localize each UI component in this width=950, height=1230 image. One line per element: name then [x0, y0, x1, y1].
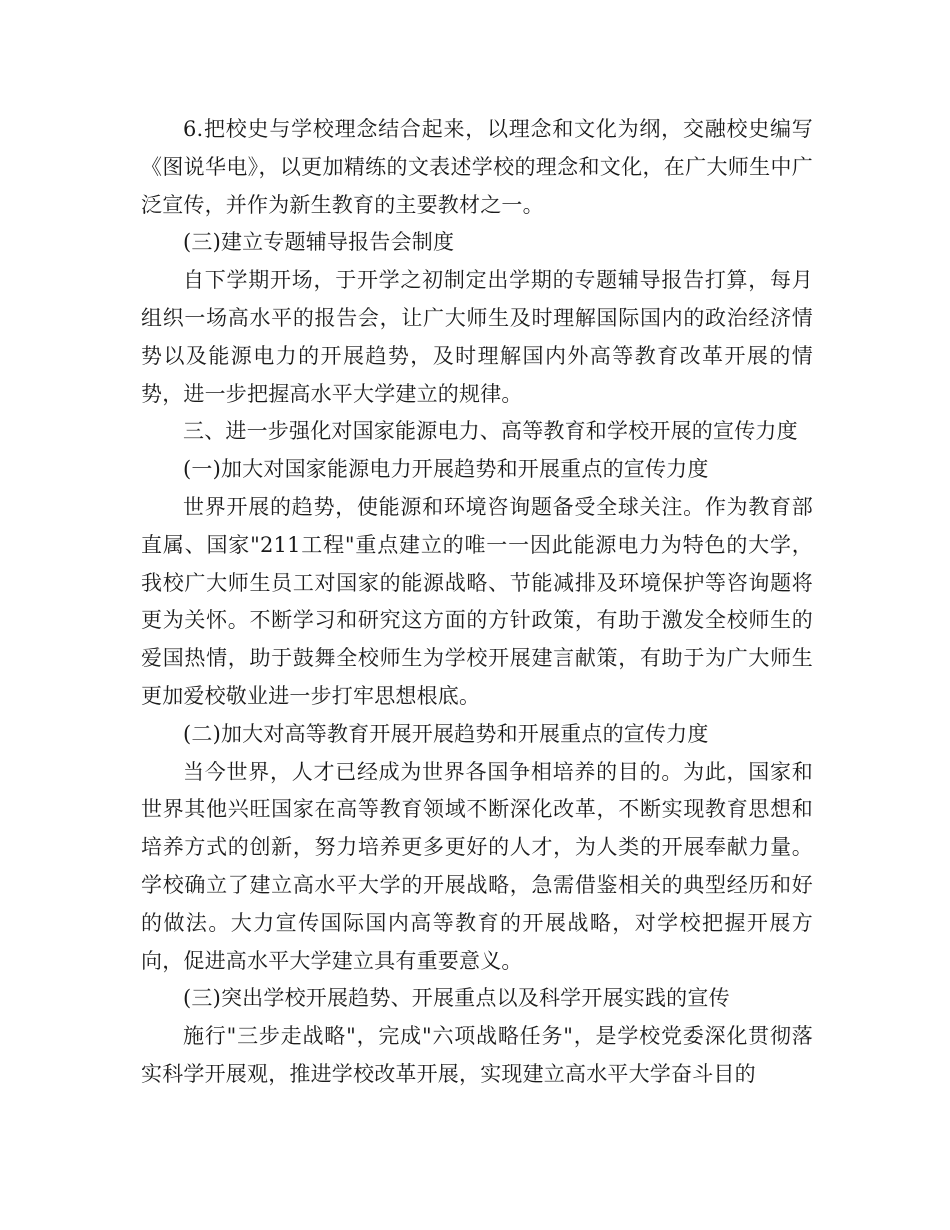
paragraph-special-reports: 自下学期开场，于开学之初制定出学期的专题辅导报告打算，每月组织一场高水平的报告会，让广大师生及时理解国际国内的政治经济情势以及能源电力的开展趋势，及时理解国内外高等教育改革开展的情势，进一步把握高水平大学建立的规律。: [141, 268, 813, 406]
paragraph-school-development: 施行"三步走战略"，完成"六项战略任务"，是学校党委深化贯彻落实科学开展观，推进学校改革开展，实现建立高水平大学奋斗目的: [141, 1024, 813, 1086]
section-heading-three: 三、进一步强化对国家能源电力、高等教育和学校开展的宣传力度: [183, 419, 798, 444]
document-body: [141, 111, 813, 1094]
paragraph-energy: 世界开展的趋势，使能源和环境咨询题备受全球关注。作为教育部直属、国家"211工程"重点建立的唯一一因此能源电力为特色的大学，我校广大师生员工对国家的能源战略、节能减排及环境保护等咨询题将更为关怀。不断学习和研究这方面的方针政策，有助于激发全校师生的爱国热情，助于鼓舞全校师生为学校开展建言献策，有助于为广大师生更加爱校敬业进一步打牢思想根底。: [141, 494, 813, 708]
subsection-heading-energy: (一)加大对国家能源电力开展趋势和开展重点的宣传力度: [183, 457, 709, 482]
paragraph-higher-education: 当今世界，人才已经成为世界各国争相培养的目的。为此，国家和世界其他兴旺国家在高等教育领域不断深化改革，不断实现教育思想和培养方式的创新，努力培养更多更好的人才，为人类的开展奉献力量。学校确立了建立高水平大学的开展战略，急需借鉴相关的典型经历和好的做法。大力宣传国际国内高等教育的开展战略，对学校把握开展方向，促进高水平大学建立具有重要意义。: [141, 759, 813, 973]
paragraph-item-6: 6.把校史与学校理念结合起来，以理念和文化为纲，交融校史编写《图说华电》，以更加精练的文表述学校的理念和文化，在广大师生中广泛宣传，并作为新生教育的主要教材之一。: [141, 117, 813, 217]
subsection-heading-school-development: (三)突出学校开展趋势、开展重点以及科学开展实践的宣传: [183, 986, 730, 1011]
subsection-heading-higher-education: (二)加大对高等教育开展开展趋势和开展重点的宣传力度: [183, 721, 709, 746]
section-heading-special-reports: (三)建立专题辅导报告会制度: [183, 230, 455, 255]
